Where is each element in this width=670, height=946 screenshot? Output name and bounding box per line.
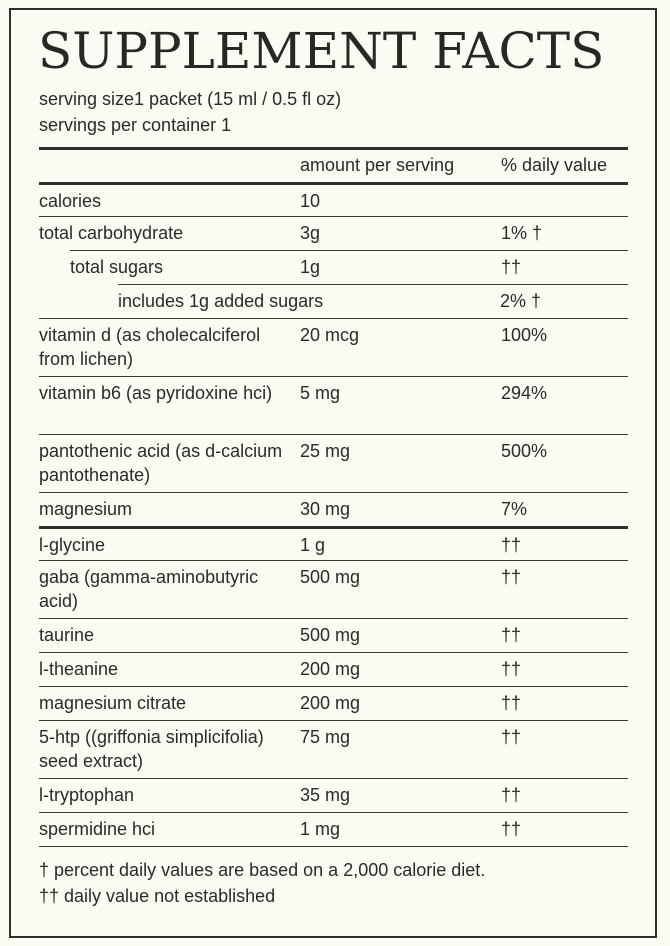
table-row <box>39 318 628 376</box>
daily-value: †† <box>501 257 522 277</box>
amount-value: 500 mg <box>300 567 361 587</box>
daily-value: †† <box>501 567 522 587</box>
nutrient-name: magnesium citrate <box>39 693 187 713</box>
facts-table <box>39 147 628 847</box>
serving-size: serving size1 packet (15 ml / 0.5 fl oz) <box>39 89 342 109</box>
nutrient-name: 5-htp ((griffonia simplicifolia) seed extract) <box>39 727 264 771</box>
daily-value: 7% <box>501 499 528 519</box>
page-title: SUPPLEMENT FACTS <box>38 22 605 80</box>
daily-value: †† <box>501 727 522 747</box>
table-row <box>39 652 628 686</box>
table-row <box>39 434 628 492</box>
amount-value: 500 mg <box>300 625 361 645</box>
amount-value: 1g <box>300 257 321 277</box>
amount-value: 30 mg <box>300 499 351 519</box>
daily-value: 294% <box>501 383 548 403</box>
servings-per-container: servings per container 1 <box>39 115 232 135</box>
nutrient-name: l-tryptophan <box>39 785 135 805</box>
footnote: † percent daily values are based on a 2,000 calorie diet. <box>39 860 486 880</box>
table-row <box>39 560 628 618</box>
nutrient-name: total sugars <box>70 257 164 277</box>
amount-value: 1 mg <box>300 819 341 839</box>
table-row <box>39 216 628 250</box>
amount-value: 3g <box>300 223 321 243</box>
table-row <box>39 618 628 652</box>
daily-value: 2% † <box>500 291 542 311</box>
header-row <box>39 150 628 182</box>
table-row <box>118 284 628 318</box>
amount-value: 35 mg <box>300 785 351 805</box>
table-row <box>39 720 628 778</box>
nutrient-name: calories <box>39 191 102 211</box>
amount-value: 200 mg <box>300 693 361 713</box>
amount-value: 25 mg <box>300 441 351 461</box>
table-row <box>39 182 628 216</box>
daily-value: †† <box>501 625 522 645</box>
table-row <box>39 812 628 846</box>
footnote: †† daily value not established <box>39 886 276 906</box>
daily-value: 1% † <box>501 223 543 243</box>
daily-value: †† <box>501 693 522 713</box>
header-amount: amount per serving <box>300 155 455 175</box>
table-row <box>39 686 628 720</box>
amount-value: 75 mg <box>300 727 351 747</box>
amount-value: 5 mg <box>300 383 341 403</box>
amount-value: 10 <box>300 191 321 211</box>
amount-value: 200 mg <box>300 659 361 679</box>
nutrient-name: gaba (gamma-aminobutyric acid) <box>39 567 259 611</box>
nutrient-name: magnesium <box>39 499 133 519</box>
header-daily-value: % daily value <box>501 155 608 175</box>
daily-value: 100% <box>501 325 548 345</box>
amount-value: 1 g <box>300 535 326 555</box>
divider <box>39 846 628 847</box>
nutrient-name: total carbohydrate <box>39 223 184 243</box>
nutrient-name: includes 1g added sugars <box>118 291 324 311</box>
table-row <box>39 778 628 812</box>
daily-value: †† <box>501 659 522 679</box>
nutrient-name: pantothenic acid (as d-calcium pantothenate) <box>39 441 283 485</box>
table-row <box>39 376 628 434</box>
table-row <box>70 250 628 284</box>
daily-value: 500% <box>501 441 548 461</box>
daily-value: †† <box>501 819 522 839</box>
nutrient-name: l-theanine <box>39 659 119 679</box>
nutrient-name: taurine <box>39 625 95 645</box>
daily-value <box>501 185 628 216</box>
nutrient-name: vitamin b6 (as pyridoxine hci) <box>39 383 273 403</box>
nutrient-name: vitamin d (as cholecalciferol from lichen) <box>39 325 261 369</box>
table-row <box>39 492 628 526</box>
daily-value: †† <box>501 785 522 805</box>
nutrient-name: l-glycine <box>39 535 106 555</box>
daily-value: †† <box>501 535 522 555</box>
nutrient-name: spermidine hci <box>39 819 156 839</box>
amount-value: 20 mcg <box>300 325 360 345</box>
table-row <box>39 526 628 560</box>
